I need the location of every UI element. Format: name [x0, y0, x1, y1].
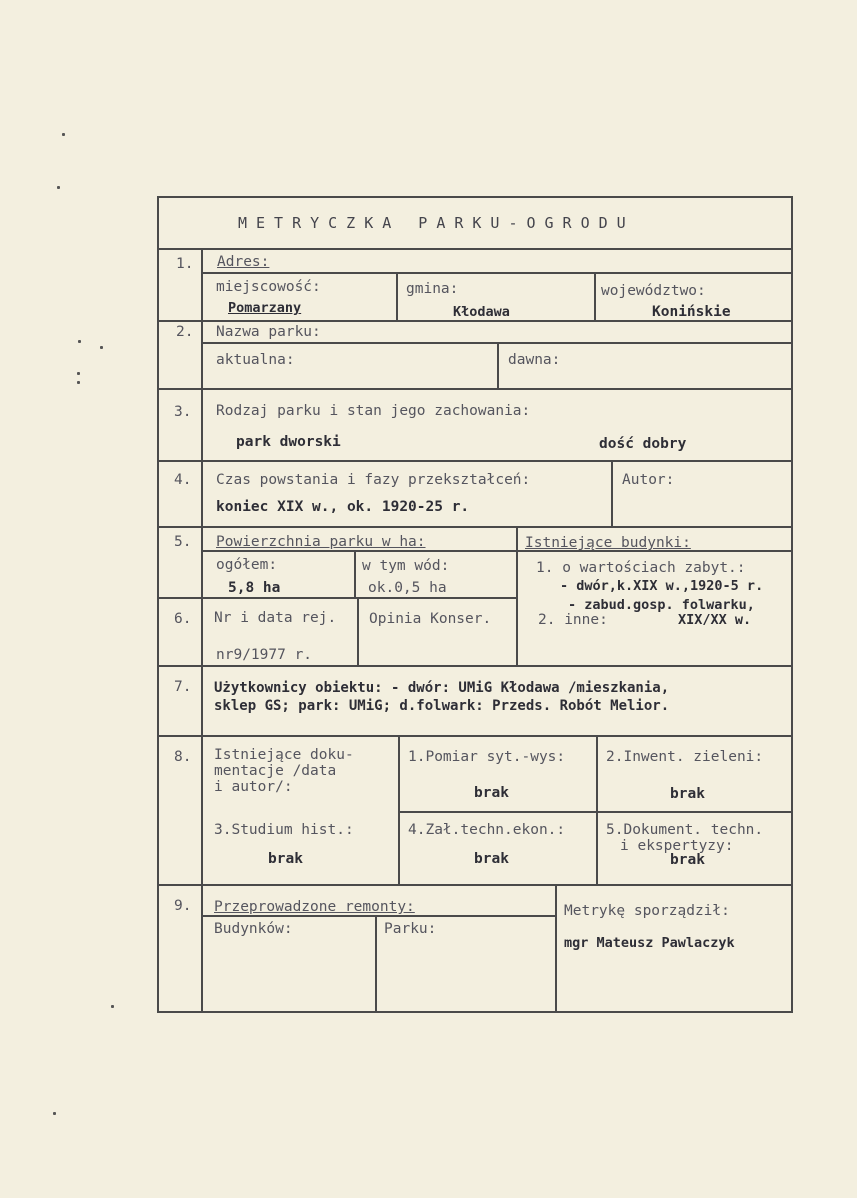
- survey-label: 1.Pomiar syt.-wys:: [408, 749, 566, 765]
- area-label: Powierzchnia parku w ha:: [216, 534, 426, 550]
- technical-economic-label: 4.Zał.techn.ekon.:: [408, 822, 566, 838]
- park-condition-value: dość dobry: [599, 436, 687, 452]
- section-number: 2.: [176, 324, 194, 340]
- buildings-renovations-label: Budynków:: [214, 921, 293, 937]
- section-number: 8.: [174, 749, 192, 765]
- commune-label: gmina:: [406, 281, 459, 297]
- section-number: 9.: [174, 898, 192, 914]
- locality-label: miejscowość:: [216, 279, 321, 295]
- buildings-line-4-label: 2. inne:: [538, 612, 608, 628]
- buildings-line-3: - zabud.gosp. folwarku,: [568, 597, 755, 613]
- section-number: 4.: [174, 472, 192, 488]
- buildings-line-1: 1. o wartościach zabyt.:: [536, 560, 746, 576]
- address-label: Adres:: [217, 254, 270, 270]
- section-number: 3.: [174, 404, 192, 420]
- survey-value: brak: [474, 785, 509, 801]
- margin-mark: [57, 186, 60, 189]
- documentation-label-line-3: i autor/:: [214, 779, 293, 795]
- margin-mark: [78, 340, 81, 343]
- form-title: METRYCZKA PARKU-OGRODU: [238, 214, 635, 232]
- margin-mark: [53, 1112, 56, 1115]
- former-name-label: dawna:: [508, 352, 561, 368]
- creation-time-label: Czas powstania i fazy przekształceń:: [216, 472, 531, 488]
- current-name-label: aktualna:: [216, 352, 295, 368]
- margin-mark: [62, 133, 65, 136]
- users-line-1: Użytkownicy obiektu: - dwór: UMiG Kłodawa /mieszkania,: [214, 680, 670, 696]
- documentation-label-line-1: Istniejące doku-: [214, 747, 354, 763]
- park-type-value: park dworski: [236, 434, 341, 450]
- park-renovations-label: Parku:: [384, 921, 437, 937]
- section-number: 7.: [174, 679, 192, 695]
- margin-mark: [77, 381, 80, 384]
- buildings-line-2: - dwór,k.XIX w.,1920-5 r.: [560, 578, 764, 594]
- historical-study-value: brak: [268, 851, 303, 867]
- prepared-by-value: mgr Mateusz Pawlaczyk: [564, 935, 735, 951]
- conservator-opinion-label: Opinia Konser.: [369, 611, 492, 627]
- greenery-inventory-label: 2.Inwent. zieleni:: [606, 749, 764, 765]
- users-line-2: sklep GS; park: UMiG; d.folwark: Przeds. Robót Melior.: [214, 698, 670, 714]
- margin-mark: [111, 1005, 114, 1008]
- greenery-inventory-value: brak: [670, 786, 705, 802]
- renovations-label: Przeprowadzone remonty:: [214, 899, 415, 915]
- park-type-label: Rodzaj parku i stan jego zachowania:: [216, 403, 531, 419]
- water-area-value: ok.0,5 ha: [368, 580, 447, 596]
- margin-mark: [100, 346, 103, 349]
- documentation-label-line-2: mentacje /data: [214, 763, 337, 779]
- prepared-by-label: Metrykę sporządził:: [564, 903, 730, 919]
- technical-economic-value: brak: [474, 851, 509, 867]
- technical-docs-value: brak: [670, 852, 705, 868]
- historical-study-label: 3.Studium hist.:: [214, 822, 354, 838]
- registration-label: Nr i data rej.: [214, 610, 337, 626]
- voivodeship-value: Konińskie: [652, 304, 731, 320]
- commune-value: Kłodawa: [453, 304, 510, 320]
- registration-value: nr9/1977 r.: [216, 647, 313, 663]
- creation-time-value: koniec XIX w., ok. 1920-25 r.: [216, 499, 470, 515]
- buildings-label: Istniejące budynki:: [525, 535, 691, 551]
- section-number: 1.: [176, 256, 194, 272]
- buildings-line-4-value: XIX/XX w.: [678, 612, 752, 628]
- author-label: Autor:: [622, 472, 675, 488]
- section-number: 6.: [174, 611, 192, 627]
- locality-value: Pomarzany: [228, 300, 302, 316]
- section-number: 5.: [174, 534, 192, 550]
- park-name-label: Nazwa parku:: [216, 324, 321, 340]
- technical-docs-label-line-1: 5.Dokument. techn.: [606, 822, 764, 838]
- technical-docs-label-line-2: i ekspertyzy:: [620, 838, 734, 854]
- margin-mark: [77, 372, 80, 375]
- voivodeship-label: województwo:: [601, 283, 706, 299]
- water-area-label: w tym wód:: [362, 558, 450, 574]
- total-area-value: 5,8 ha: [228, 580, 281, 596]
- total-area-label: ogółem:: [216, 557, 278, 573]
